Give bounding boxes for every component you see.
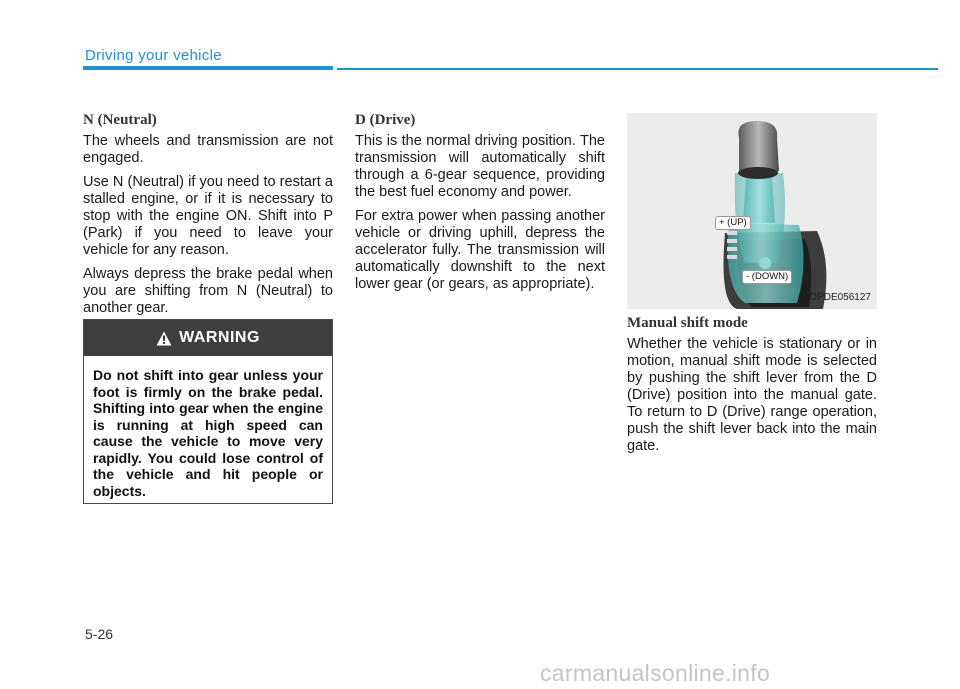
manual-paragraph: Whether the vehicle is stationary or in motion, manual shift mode is selected by pushing the shift lever from the D (Drive) position into the manual gate. To return to D (Drive) range operation, push the shift lever back into the main gate. xyxy=(627,336,877,454)
neutral-column xyxy=(83,111,333,324)
drive-heading: D (Drive) xyxy=(355,112,416,128)
warning-box xyxy=(83,319,333,504)
neutral-paragraph: Always depress the brake pedal when you are shifting from N (Neutral) to another gear. xyxy=(83,266,333,316)
page-number: 5-26 xyxy=(85,626,114,642)
neutral-paragraph: Use N (Neutral) if you need to restart a stalled engine, or if it is necessary to stop with the engine ON. Shift into P (Park) if you need to leave your vehicle for any reason. xyxy=(83,174,333,258)
drive-paragraph: For extra power when passing another vehicle or driving uphill, depress the accelerator fully. The transmission will automatically downshift to the next lower gear (or gears, as appropriate). xyxy=(355,208,605,292)
warning-header xyxy=(84,320,332,356)
drive-paragraph: This is the normal driving position. The transmission will automatically shift through a 6-gear sequence, providing the best fuel economy and power. xyxy=(355,133,605,200)
warning-title: WARNING xyxy=(179,329,260,346)
neutral-paragraph: The wheels and transmission are not engaged. xyxy=(83,133,333,166)
warning-triangle-icon xyxy=(156,331,172,346)
header-rule-thin xyxy=(337,68,938,70)
shift-lever-figure xyxy=(627,113,877,309)
figure-code: OPDE056127 xyxy=(809,292,871,303)
drive-column xyxy=(355,111,605,300)
shift-up-label: + (UP) xyxy=(715,216,751,230)
manual-heading: Manual shift mode xyxy=(627,315,748,331)
warning-text: Do not shift into gear unless your foot is firmly on the brake pedal. Shifting into gear when the engine is running at high speed can cause the vehicle to move very rapidly. You could lose control of the vehicle and hit people or objects. xyxy=(93,367,323,499)
header-rule-thick xyxy=(83,66,333,70)
shift-down-label: - (DOWN) xyxy=(742,270,792,284)
watermark: carmanualsonline.info xyxy=(540,660,771,686)
neutral-heading: N (Neutral) xyxy=(83,112,157,128)
manual-column xyxy=(627,113,877,462)
section-header-title: Driving your vehicle xyxy=(85,47,222,64)
